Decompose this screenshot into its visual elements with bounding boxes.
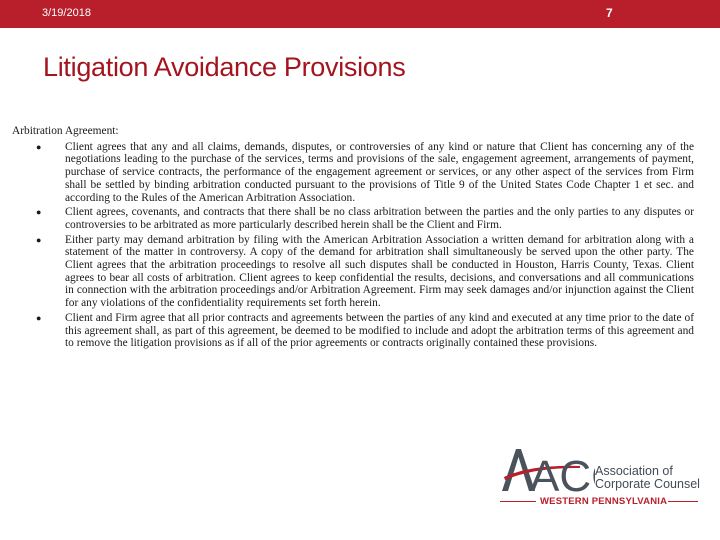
header-bar (0, 0, 720, 28)
bullet-icon: ● (36, 234, 42, 245)
divider-right (668, 501, 698, 502)
clause-list (12, 141, 694, 350)
bullet-icon: ● (36, 207, 42, 218)
acc-logo-letters: AC (530, 452, 592, 493)
clause-item (12, 234, 694, 310)
clause-item (12, 312, 694, 350)
chapter-row (500, 496, 700, 508)
org-name-line1: Association of (595, 464, 673, 478)
acc-logo (500, 445, 700, 509)
bullet-icon: ● (36, 141, 42, 152)
slide-number: 7 (606, 6, 613, 20)
slide-date: 3/19/2018 (42, 7, 91, 19)
divider-left (500, 501, 536, 502)
clause-item (12, 141, 694, 205)
document-heading: Arbitration Agreement: (12, 125, 119, 137)
slide-title: Litigation Avoidance Provisions (43, 52, 406, 82)
clause-item (12, 206, 694, 231)
acc-logo-mark (500, 445, 595, 493)
org-name-line2: Corporate Counsel (595, 477, 700, 491)
document-excerpt (12, 125, 694, 352)
clause-text: Either party may demand arbitration by filing with the American Arbitration Association a written demand for arbitration along with a statement of the matter in controversy. A copy of the demand for arbitration shall simultaneously be served upon the other party. The Client agrees that the arbitration proceedings to resolve all such disputes shall be conducted in Houston, Harris County, Texas. Client agrees to bear all costs of arbitration. Client agrees to keep confidential the results, decisions, and conversations and all communications in connection with the arbitration proceedings and/or Arbitration Agreement. Firm may seek damages and/or injunction against the Client for any violations of the confidentiality requirements set forth herein. (65, 233, 694, 310)
clause-text: Client agrees that any and all claims, demands, disputes, or controversies of any kind or nature that Client has concerning any of the negotiations leading to the purchase of the services, terms and provisions of the sale, engagement agreement, arrangements of payment, purchase of service contracts, the performance of the engagement agreement or services, or any other aspect of the services from Firm shall be settled by binding arbitration conducted pursuant to the provisions of Title 9 of the United States Code Chapter 1 et sec. and according to the Rules of the American Arbitration Association. (65, 140, 694, 204)
clause-text: Client agrees, covenants, and contracts that there shall be no class arbitration between the parties and the only parties to any disputes or controversies to be arbitrated as more particularly described herein shall be the Client and Firm. (65, 206, 694, 231)
acc-logo-text (595, 465, 700, 491)
clause-text: Client and Firm agree that all prior contracts and agreements between the parties of any kind and executed at any time prior to the date of this agreement shall, as part of this agreement, be deemed to be modified to include and adopt the arbitration terms of this agreement and to remove the litigation provisions as if all of the prior agreements or contracts originally contained these provisions. (65, 311, 694, 350)
chapter-name: WESTERN PENNSYLVANIA (540, 496, 668, 507)
bullet-icon: ● (36, 312, 42, 323)
